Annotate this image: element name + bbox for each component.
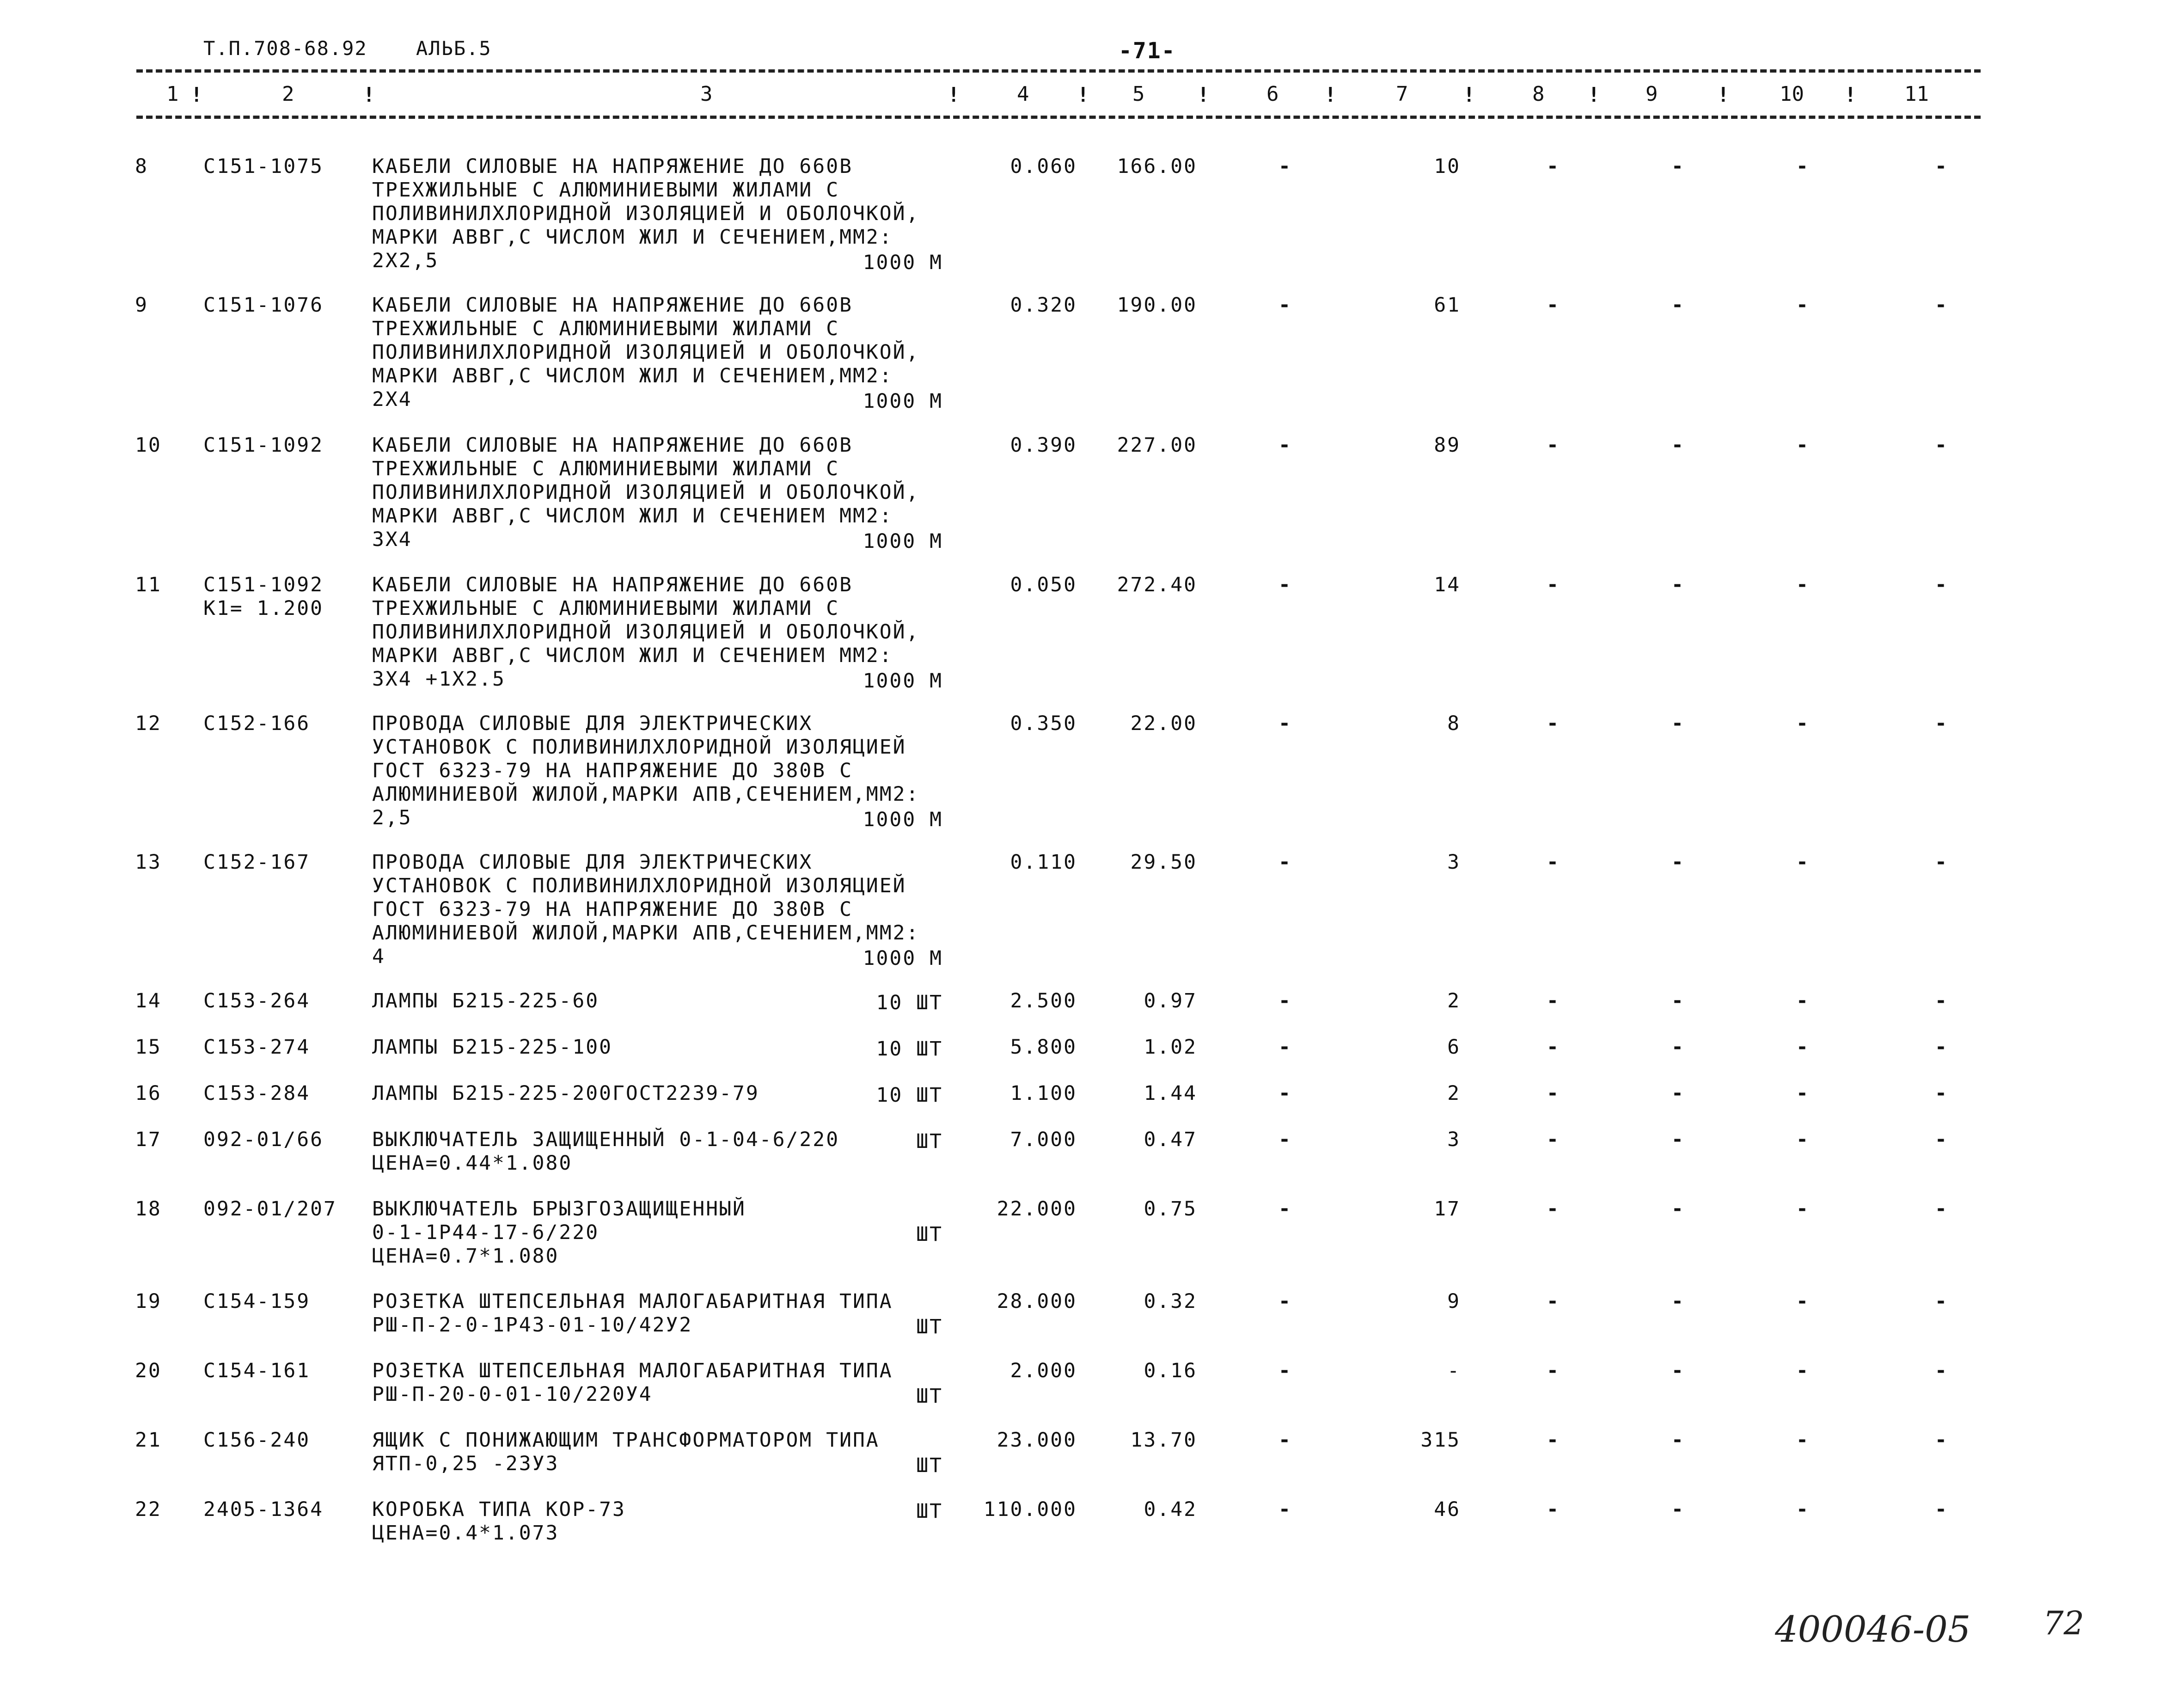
value-c10: - [1796, 294, 1810, 317]
price-code: С154-161 [203, 1359, 311, 1382]
description-line: ТРЕХЖИЛЬНЫЕ С АЛЮМИНИЕВЫМИ ЖИЛАМИ С [372, 178, 840, 202]
value-c11: - [1935, 712, 1948, 735]
table-row [0, 294, 2184, 413]
value-c8: - [1547, 989, 1560, 1012]
value-c5: 1.02 [1144, 1036, 1197, 1059]
value-c6: - [1279, 1036, 1292, 1059]
row-number: 11 [135, 573, 162, 596]
value-c4: 0.350 [1010, 712, 1077, 735]
price-code: С152-166 [203, 712, 311, 735]
row-number: 13 [135, 851, 162, 874]
value-c7: 2 [1447, 1082, 1461, 1105]
description-line: 4 [372, 945, 385, 968]
column-header-7: 7 [1396, 82, 1408, 106]
description-line: ПРОВОДА СИЛОВЫЕ ДЛЯ ЭЛЕКТРИЧЕСКИХ [372, 712, 813, 735]
description-line: ТРЕХЖИЛЬНЫЕ С АЛЮМИНИЕВЫМИ ЖИЛАМИ С [372, 317, 840, 340]
description-line: ЛАМПЫ Б215-225-60 [372, 989, 600, 1012]
column-separator: ! [363, 83, 375, 107]
value-c11: - [1935, 989, 1948, 1012]
value-c9: - [1671, 712, 1685, 735]
value-c4: 28.000 [997, 1290, 1077, 1313]
item-description [372, 1498, 950, 1545]
description-line: ПРОВОДА СИЛОВЫЕ ДЛЯ ЭЛЕКТРИЧЕСКИХ [372, 851, 813, 874]
value-c8: - [1547, 573, 1560, 596]
value-c7: 9 [1447, 1290, 1461, 1313]
value-c5: 0.42 [1144, 1498, 1197, 1521]
value-c8: - [1547, 851, 1560, 874]
item-description [372, 1429, 950, 1476]
value-c10: - [1796, 155, 1810, 178]
row-number: 12 [135, 712, 162, 735]
item-description [372, 1359, 950, 1406]
value-c9: - [1671, 1197, 1685, 1221]
value-c9: - [1671, 1290, 1685, 1313]
value-c6: - [1279, 1359, 1292, 1382]
value-c8: - [1547, 294, 1560, 317]
description-line: 2Х2,5 [372, 249, 439, 272]
value-c9: - [1671, 1429, 1685, 1452]
description-line: ПОЛИВИНИЛХЛОРИДНОЙ ИЗОЛЯЦИЕЙ И ОБОЛОЧКОЙ, [372, 341, 920, 364]
table-row [0, 1128, 2184, 1175]
value-c6: - [1279, 989, 1292, 1012]
unit-of-measure: 10 ШТ [876, 991, 943, 1014]
value-c6: - [1279, 712, 1292, 735]
value-c6: - [1279, 1290, 1292, 1313]
value-c7: 2 [1447, 989, 1461, 1012]
value-c5: 29.50 [1130, 851, 1197, 874]
value-c8: - [1547, 155, 1560, 178]
description-line: ГОСТ 6323-79 НА НАПРЯЖЕНИЕ ДО 380В С [372, 898, 853, 921]
page-mark: -71- [1119, 38, 1176, 64]
value-c9: - [1671, 573, 1685, 596]
item-description [372, 1128, 950, 1175]
description-line: РОЗЕТКА ШТЕПСЕЛЬНАЯ МАЛОГАБАРИТНАЯ ТИПА [372, 1359, 893, 1382]
header-rule-top [136, 69, 1981, 73]
header-rule-bottom [136, 116, 1981, 119]
value-c9: - [1671, 434, 1685, 457]
value-c6: - [1279, 294, 1292, 317]
value-c9: - [1671, 1359, 1685, 1382]
price-code: С156-240 [203, 1429, 311, 1452]
unit-of-measure: ШТ [916, 1315, 943, 1338]
value-c9: - [1671, 1128, 1685, 1151]
description-line: ТРЕХЖИЛЬНЫЕ С АЛЮМИНИЕВЫМИ ЖИЛАМИ С [372, 457, 840, 480]
description-line: МАРКИ АВВГ,С ЧИСЛОМ ЖИЛ И СЕЧЕНИЕМ ММ2: [372, 644, 893, 667]
value-c7: 46 [1434, 1498, 1461, 1521]
value-c9: - [1671, 1036, 1685, 1059]
description-line: 2,5 [372, 806, 412, 829]
value-c11: - [1935, 851, 1948, 874]
table-row [0, 851, 2184, 970]
item-description [372, 1082, 950, 1105]
table-row [0, 155, 2184, 274]
value-c4: 110.000 [983, 1498, 1077, 1521]
value-c6: - [1279, 851, 1292, 874]
description-line: ВЫКЛЮЧАТЕЛЬ ЗАЩИЩЕННЫЙ 0-1-04-6/220 [372, 1128, 840, 1151]
price-code: С151-1092 [203, 434, 324, 457]
value-c4: 0.060 [1010, 155, 1077, 178]
description-line: ЦЕНА=0.7*1.080 [372, 1245, 559, 1268]
value-c9: - [1671, 851, 1685, 874]
price-code: С151-1092 [203, 573, 324, 596]
value-c8: - [1547, 1359, 1560, 1382]
unit-of-measure: 1000 М [863, 808, 943, 831]
price-code: С153-264 [203, 989, 311, 1012]
description-line: ЛАМПЫ Б215-225-200ГОСТ2239-79 [372, 1082, 759, 1105]
column-header-9: 9 [1646, 82, 1658, 106]
value-c9: - [1671, 989, 1685, 1012]
unit-of-measure: ШТ [916, 1130, 943, 1153]
value-c6: - [1279, 1498, 1292, 1521]
value-c11: - [1935, 1128, 1948, 1151]
value-c11: - [1935, 1359, 1948, 1382]
value-c6: - [1279, 1197, 1292, 1221]
value-c11: - [1935, 1498, 1948, 1521]
price-code: С151-1075 [203, 155, 324, 178]
value-c4: 0.110 [1010, 851, 1077, 874]
value-c11: - [1935, 1429, 1948, 1452]
price-code: К1= 1.200 [203, 597, 324, 620]
unit-of-measure: 1000 М [863, 251, 943, 274]
value-c5: 166.00 [1117, 155, 1197, 178]
column-header-1: 1 [166, 82, 179, 106]
value-c6: - [1279, 1429, 1292, 1452]
column-separator: ! [1588, 83, 1600, 107]
table-row [0, 1036, 2184, 1061]
value-c10: - [1796, 712, 1810, 735]
table-row [0, 434, 2184, 553]
row-number: 21 [135, 1429, 162, 1452]
unit-of-measure: ШТ [916, 1223, 943, 1246]
description-line: РШ-П-2-0-1Р43-01-10/42У2 [372, 1313, 693, 1337]
value-c4: 0.390 [1010, 434, 1077, 457]
price-code: С153-274 [203, 1036, 311, 1059]
description-line: 3Х4 +1Х2.5 [372, 668, 506, 691]
description-line: 3Х4 [372, 528, 412, 551]
value-c6: - [1279, 573, 1292, 596]
value-c10: - [1796, 989, 1810, 1012]
value-c4: 0.320 [1010, 294, 1077, 317]
row-number: 10 [135, 434, 162, 457]
description-line: ПОЛИВИНИЛХЛОРИДНОЙ ИЗОЛЯЦИЕЙ И ОБОЛОЧКОЙ, [372, 481, 920, 504]
table-row [0, 1197, 2184, 1268]
value-c5: 13.70 [1130, 1429, 1197, 1452]
column-header-2: 2 [282, 82, 294, 106]
table-row [0, 1429, 2184, 1477]
album-label: АЛЬБ.5 [416, 37, 492, 60]
description-line: ТРЕХЖИЛЬНЫЕ С АЛЮМИНИЕВЫМИ ЖИЛАМИ С [372, 597, 840, 620]
value-c7: - [1447, 1359, 1461, 1382]
price-code: 2405-1364 [203, 1498, 324, 1521]
description-line: УСТАНОВОК С ПОЛИВИНИЛХЛОРИДНОЙ ИЗОЛЯЦИЕЙ [372, 736, 906, 759]
description-line: 2Х4 [372, 388, 412, 411]
value-c5: 0.97 [1144, 989, 1197, 1012]
description-line: ЦЕНА=0.44*1.080 [372, 1152, 573, 1175]
column-header-3: 3 [700, 82, 713, 106]
value-c8: - [1547, 1128, 1560, 1151]
description-line: ВЫКЛЮЧАТЕЛЬ БРЫЗГОЗАЩИЩЕННЫЙ [372, 1197, 746, 1221]
description-line: КАБЕЛИ СИЛОВЫЕ НА НАПРЯЖЕНИЕ ДО 660В [372, 155, 853, 178]
description-line: КАБЕЛИ СИЛОВЫЕ НА НАПРЯЖЕНИЕ ДО 660В [372, 573, 853, 596]
row-number: 16 [135, 1082, 162, 1105]
unit-of-measure: 1000 М [863, 669, 943, 693]
table-row [0, 1290, 2184, 1338]
table-row [0, 1082, 2184, 1107]
description-line: КОРОБКА ТИПА КОР-73 [372, 1498, 626, 1521]
description-line: УСТАНОВОК С ПОЛИВИНИЛХЛОРИДНОЙ ИЗОЛЯЦИЕЙ [372, 874, 906, 897]
price-code: С151-1076 [203, 294, 324, 317]
value-c7: 3 [1447, 1128, 1461, 1151]
table-row [0, 573, 2184, 693]
description-line: ГОСТ 6323-79 НА НАПРЯЖЕНИЕ ДО 380В С [372, 759, 853, 782]
unit-of-measure: 1000 М [863, 390, 943, 413]
table-row [0, 712, 2184, 831]
value-c7: 3 [1447, 851, 1461, 874]
value-c6: - [1279, 155, 1292, 178]
column-separator: ! [1324, 83, 1337, 107]
description-line: КАБЕЛИ СИЛОВЫЕ НА НАПРЯЖЕНИЕ ДО 660В [372, 434, 853, 457]
row-number: 15 [135, 1036, 162, 1059]
column-separator: ! [1717, 83, 1730, 107]
value-c9: - [1671, 155, 1685, 178]
value-c11: - [1935, 1036, 1948, 1059]
column-separator: ! [948, 83, 960, 107]
description-line: КАБЕЛИ СИЛОВЫЕ НА НАПРЯЖЕНИЕ ДО 660В [372, 294, 853, 317]
unit-of-measure: ШТ [916, 1385, 943, 1408]
description-line: ПОЛИВИНИЛХЛОРИДНОЙ ИЗОЛЯЦИЕЙ И ОБОЛОЧКОЙ, [372, 202, 920, 225]
price-code: 092-01/207 [203, 1197, 337, 1221]
value-c8: - [1547, 712, 1560, 735]
item-description [372, 989, 950, 1013]
column-header-8: 8 [1532, 82, 1545, 106]
value-c7: 8 [1447, 712, 1461, 735]
value-c7: 14 [1434, 573, 1461, 596]
description-line: МАРКИ АВВГ,С ЧИСЛОМ ЖИЛ И СЕЧЕНИЕМ,ММ2: [372, 226, 893, 249]
column-header-11: 11 [1904, 82, 1929, 106]
description-line: РОЗЕТКА ШТЕПСЕЛЬНАЯ МАЛОГАБАРИТНАЯ ТИПА [372, 1290, 893, 1313]
inventory-stamp: 400046-05 [1775, 1609, 1971, 1650]
value-c11: - [1935, 294, 1948, 317]
value-c4: 2.500 [1010, 989, 1077, 1012]
unit-of-measure: 1000 М [863, 947, 943, 970]
description-line: МАРКИ АВВГ,С ЧИСЛОМ ЖИЛ И СЕЧЕНИЕМ,ММ2: [372, 364, 893, 387]
sheet-number: 72 [2043, 1604, 2085, 1642]
column-separator: ! [190, 83, 203, 107]
column-header-6: 6 [1266, 82, 1279, 106]
value-c10: - [1796, 1359, 1810, 1382]
value-c6: - [1279, 434, 1292, 457]
table-row [0, 989, 2184, 1014]
value-c9: - [1671, 1082, 1685, 1105]
value-c5: 0.16 [1144, 1359, 1197, 1382]
value-c11: - [1935, 573, 1948, 596]
value-c11: - [1935, 1290, 1948, 1313]
unit-of-measure: 10 ШТ [876, 1084, 943, 1107]
unit-of-measure: 1000 М [863, 530, 943, 553]
value-c10: - [1796, 1498, 1810, 1521]
value-c4: 7.000 [1010, 1128, 1077, 1151]
value-c7: 10 [1434, 155, 1461, 178]
row-number: 22 [135, 1498, 162, 1521]
value-c4: 22.000 [997, 1197, 1077, 1221]
value-c5: 22.00 [1130, 712, 1197, 735]
table-row [0, 1359, 2184, 1408]
value-c10: - [1796, 573, 1810, 596]
value-c11: - [1935, 434, 1948, 457]
unit-of-measure: 10 ШТ [876, 1037, 943, 1061]
unit-of-measure: ШТ [916, 1500, 943, 1523]
value-c10: - [1796, 851, 1810, 874]
value-c10: - [1796, 1128, 1810, 1151]
value-c4: 2.000 [1010, 1359, 1077, 1382]
value-c5: 190.00 [1117, 294, 1197, 317]
value-c8: - [1547, 1290, 1560, 1313]
value-c10: - [1796, 1290, 1810, 1313]
value-c10: - [1796, 1036, 1810, 1059]
value-c10: - [1796, 434, 1810, 457]
item-description [372, 1036, 950, 1059]
value-c4: 1.100 [1010, 1082, 1077, 1105]
value-c8: - [1547, 1498, 1560, 1521]
description-line: МАРКИ АВВГ,С ЧИСЛОМ ЖИЛ И СЕЧЕНИЕМ ММ2: [372, 504, 893, 528]
value-c8: - [1547, 1036, 1560, 1059]
row-number: 19 [135, 1290, 162, 1313]
column-header-5: 5 [1132, 82, 1145, 106]
row-number: 9 [135, 294, 148, 317]
column-header-10: 10 [1780, 82, 1804, 106]
value-c4: 23.000 [997, 1429, 1077, 1452]
description-line: ЯЩИК С ПОНИЖАЮЩИМ ТРАНСФОРМАТОРОМ ТИПА [372, 1429, 880, 1452]
price-code: С154-159 [203, 1290, 311, 1313]
value-c7: 89 [1434, 434, 1461, 457]
value-c5: 0.75 [1144, 1197, 1197, 1221]
column-header-4: 4 [1017, 82, 1029, 106]
description-line: ЛАМПЫ Б215-225-100 [372, 1036, 612, 1059]
description-line: АЛЮМИНИЕВОЙ ЖИЛОЙ,МАРКИ АПВ,СЕЧЕНИЕМ,ММ2: [372, 921, 920, 945]
row-number: 20 [135, 1359, 162, 1382]
column-separator: ! [1077, 83, 1089, 107]
row-number: 17 [135, 1128, 162, 1151]
value-c8: - [1547, 1082, 1560, 1105]
value-c5: 227.00 [1117, 434, 1197, 457]
value-c10: - [1796, 1197, 1810, 1221]
value-c5: 1.44 [1144, 1082, 1197, 1105]
price-code: С152-167 [203, 851, 311, 874]
column-separator: ! [1844, 83, 1857, 107]
value-c7: 17 [1434, 1197, 1461, 1221]
value-c6: - [1279, 1082, 1292, 1105]
item-description [372, 1197, 950, 1268]
value-c4: 0.050 [1010, 573, 1077, 596]
value-c11: - [1935, 1082, 1948, 1105]
description-line: АЛЮМИНИЕВОЙ ЖИЛОЙ,МАРКИ АПВ,СЕЧЕНИЕМ,ММ2: [372, 783, 920, 806]
doc-code: Т.П.708-68.92 [203, 37, 367, 60]
value-c10: - [1796, 1082, 1810, 1105]
value-c5: 0.47 [1144, 1128, 1197, 1151]
price-code: С153-284 [203, 1082, 311, 1105]
price-code: 092-01/66 [203, 1128, 324, 1151]
value-c7: 6 [1447, 1036, 1461, 1059]
description-line: ЯТП-0,25 -23У3 [372, 1452, 559, 1475]
column-separator: ! [1197, 83, 1210, 107]
item-description [372, 1290, 950, 1337]
description-line: 0-1-1Р44-17-6/220 [372, 1221, 600, 1244]
value-c9: - [1671, 294, 1685, 317]
value-c7: 315 [1420, 1429, 1461, 1452]
value-c5: 0.32 [1144, 1290, 1197, 1313]
row-number: 8 [135, 155, 148, 178]
description-line: ПОЛИВИНИЛХЛОРИДНОЙ ИЗОЛЯЦИЕЙ И ОБОЛОЧКОЙ, [372, 620, 920, 644]
row-number: 18 [135, 1197, 162, 1221]
description-line: ЦЕНА=0.4*1.073 [372, 1521, 559, 1545]
row-number: 14 [135, 989, 162, 1012]
unit-of-measure: ШТ [916, 1454, 943, 1477]
value-c8: - [1547, 1429, 1560, 1452]
value-c4: 5.800 [1010, 1036, 1077, 1059]
description-line: РШ-П-20-0-01-10/220У4 [372, 1383, 653, 1406]
value-c8: - [1547, 1197, 1560, 1221]
column-separator: ! [1463, 83, 1475, 107]
value-c9: - [1671, 1498, 1685, 1521]
value-c7: 61 [1434, 294, 1461, 317]
value-c11: - [1935, 1197, 1948, 1221]
value-c8: - [1547, 434, 1560, 457]
value-c11: - [1935, 155, 1948, 178]
value-c6: - [1279, 1128, 1292, 1151]
value-c5: 272.40 [1117, 573, 1197, 596]
table-row [0, 1498, 2184, 1545]
value-c10: - [1796, 1429, 1810, 1452]
